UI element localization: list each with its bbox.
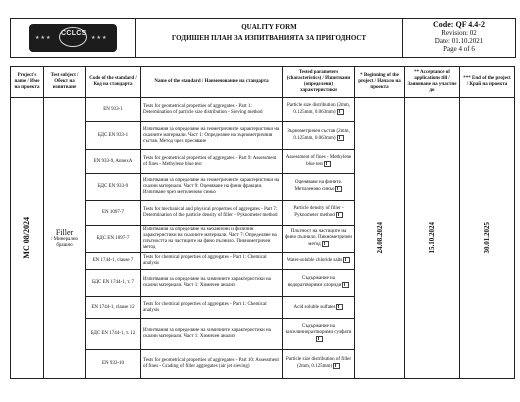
- standard-code: EN 933-1: [86, 98, 141, 122]
- col-test-subject: Test subject / Обект на изпитване: [44, 67, 86, 98]
- plan-title: ГОДИШЕН ПЛАН ЗА ИЗПИТВАНИЯТА ЗА ПРИГОДНОСТ: [171, 34, 367, 42]
- checkbox-icon: [336, 304, 343, 310]
- logo-stars-right: ★★★: [91, 36, 108, 41]
- acceptance-date: 15.10.2024: [428, 222, 436, 254]
- checkbox-icon: [337, 109, 344, 115]
- standard-name: Изпитвания за определяне на геометричните характеристики на скални материали. Част 9: Оценяване на фини фракции. Изпитване чрез метиленово синьо: [141, 174, 283, 201]
- standard-code: EN 1097-7: [86, 201, 141, 226]
- tested-param-text: Съдържание на киселинноразтворими сулфати: [285, 324, 352, 336]
- tested-param: [283, 253, 355, 270]
- logo-text: CCLCS: [61, 30, 87, 37]
- doc-date: Date: 01.10.2021: [434, 37, 484, 45]
- acceptance-cell: [405, 98, 460, 379]
- tested-param: [283, 319, 355, 350]
- col-project: Project's name / Име на проекта: [11, 67, 44, 98]
- standard-code: EN 933-9, AnnexA: [86, 150, 141, 174]
- standard-code: БДС EN 1744-1, т. 12: [86, 319, 141, 350]
- col-standard-name: Name of the standard / Наименование на стандарта: [141, 67, 283, 98]
- doc-info-cell: [403, 19, 515, 59]
- logo-stars-left: ★★★: [35, 36, 52, 41]
- tested-param: [283, 150, 355, 174]
- standard-name: Tests for geometrical properties of aggregates - Part 10: Assessment of fines - Grading of filler aggregates (air jet sieving): [141, 350, 283, 379]
- tested-param: [283, 98, 355, 122]
- standard-name: Изпитвания за определяне на механични и физични характеристики на скалните материали. Част 7: Определяне на плътността на частиците на фино пълнило. Пикнометричен метод: [141, 226, 283, 253]
- tested-param: [283, 270, 355, 297]
- form-header: [10, 18, 516, 58]
- standard-code: БДС EN 933-1: [86, 122, 141, 150]
- end-cell: [460, 98, 515, 379]
- beginning-date: 24.08.2024: [375, 222, 384, 254]
- tested-param: [283, 226, 355, 253]
- tested-param-text: Плътност на частиците на фино пълнило. Пикнометричен метод: [285, 229, 352, 248]
- checkbox-icon: [337, 135, 344, 141]
- table-header-row: [11, 67, 515, 98]
- checkbox-icon: [333, 363, 340, 369]
- doc-code: Code: QF 4.4-2: [433, 20, 485, 29]
- standard-code: EN 933-10: [86, 350, 141, 379]
- tested-param: [283, 297, 355, 319]
- standard-code: БДС EN 933-9: [86, 174, 141, 201]
- tested-param-text: Acid soluble sulfates: [293, 305, 336, 311]
- project-name: MC 08/2024: [22, 217, 31, 259]
- standard-name: Tests for mechanical and physical properties of aggregates - Part 7: Determination of the particle density of filler - Pyknometer method: [141, 201, 283, 226]
- standard-name: Tests for chemical properties of aggregates - Part 1: Chemical analysis: [141, 297, 283, 319]
- project-cell: [11, 98, 44, 379]
- doc-page: Page 4 of 6: [443, 45, 475, 53]
- checkbox-icon: [336, 212, 343, 218]
- standard-name: Изпитвания за определяне на химичните характеристики на скални материали. Част 1: Химичен анализ: [141, 270, 283, 297]
- standard-code: EN 1744-1, clause 12: [86, 297, 141, 319]
- subject-name-bg: / Минерално брашно: [50, 236, 79, 248]
- checkbox-icon: [343, 257, 350, 263]
- standard-name: Tests for geometrical properties of aggregates - Part 9: Assessment of fines - Methylene blue test: [141, 150, 283, 174]
- col-tested-params: Tested parameters (characteristics) / Изпитвани (определени) характеристики: [283, 67, 355, 98]
- checkbox-icon: [324, 161, 331, 167]
- checkbox-icon: [322, 241, 329, 247]
- tested-param-text: Particle size distribution (2mm, 0.125mm, 0.063mm): [286, 102, 351, 116]
- subject-cell: [44, 98, 86, 379]
- tested-param-text: Оценяване на фините. Метиленово синьо: [294, 180, 343, 193]
- tested-param-text: Assessment of fines - Methylene blue test: [285, 154, 352, 168]
- beginning-cell: [355, 98, 405, 379]
- checkbox-icon: [316, 336, 323, 342]
- tested-param-text: Water-soluble chloride salts: [286, 258, 343, 264]
- table-row: [11, 98, 515, 122]
- standard-code: БДС EN 1744-1, т. 7: [86, 270, 141, 297]
- col-end: *** End of the project / Край на проекта: [460, 67, 515, 98]
- tested-param: [283, 174, 355, 201]
- col-standard-code: Code of the standard / Код на стандарта: [86, 67, 141, 98]
- standard-name: Изпитвания за определяне на геометричните характеристики на скалните материали. Част 1: Определяне на зърнометричния състав. Метод чрез пресяване: [141, 122, 283, 150]
- subject-name: Filler: [55, 227, 74, 237]
- tested-param: [283, 201, 355, 226]
- tested-param: [283, 350, 355, 379]
- checkbox-icon: [342, 282, 349, 288]
- standard-name: Tests for chemical properties of aggregates - Part 1: Chemical analysis: [141, 253, 283, 270]
- tested-param-text: Зърнометричен състав (2mm, 0.125mm, 0.063mm): [287, 128, 350, 142]
- tested-param-text: Съдържание на водоразтворими хлориди: [287, 276, 342, 289]
- standard-code: БДС EN 1097-7: [86, 226, 141, 253]
- test-plan-table: [10, 66, 515, 379]
- standard-code: EN 1744-1, clause 7: [86, 253, 141, 270]
- title-cell: [136, 19, 403, 57]
- form-title: QUALITY FORM: [241, 23, 297, 31]
- tested-param-text: Particle density of filler - Pyknometer method: [293, 206, 344, 219]
- checkbox-icon: [335, 186, 342, 192]
- doc-revision: Revision: 02: [441, 29, 477, 37]
- logo-cell: [11, 19, 136, 57]
- tested-param-text: Particle size distribution of filler (2mm, 0.125mm): [286, 357, 351, 370]
- col-beginning: * Beginning of the project / Начало на проекта: [355, 67, 405, 98]
- cclcs-logo: [29, 24, 117, 52]
- standard-name: Tests for geometrical properties of aggregates - Part 1: Determination of particle size distribution - Sieving method: [141, 98, 283, 122]
- col-acceptance: ** Acceptance of applications till / Заявяване на участие до: [405, 67, 460, 98]
- tested-param: [283, 122, 355, 150]
- standard-name: Изпитвания за определяне на химичните характеристики на скални материали. Част 1: Химичен анализ: [141, 319, 283, 350]
- end-date: 30.01.2025: [483, 222, 491, 254]
